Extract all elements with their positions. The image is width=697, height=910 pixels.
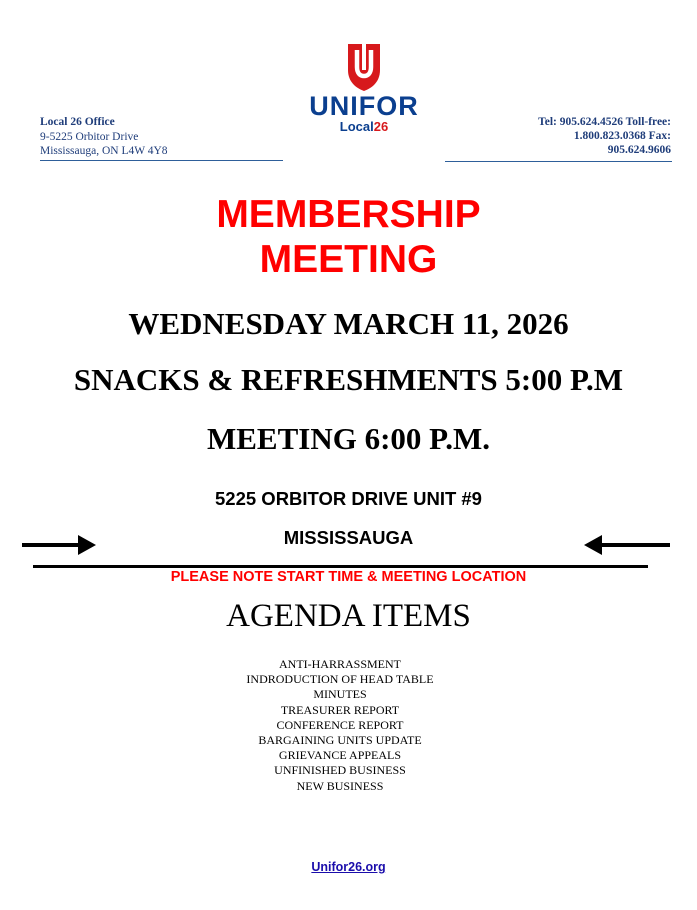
agenda-item: TREASURER REPORT bbox=[280, 702, 400, 717]
office-address bbox=[40, 115, 168, 159]
header-rule-right bbox=[445, 161, 672, 162]
title-line-2: MEETING bbox=[259, 238, 438, 281]
contact-line-1: Tel: 905.624.4526 Toll-free: bbox=[538, 116, 671, 128]
notice-text: PLEASE NOTE START TIME & MEETING LOCATION bbox=[170, 569, 527, 585]
snacks-time: SNACKS & REFRESHMENTS 5:00 P.M bbox=[73, 362, 624, 397]
header-rule-left bbox=[40, 160, 283, 161]
arrow-right-icon bbox=[20, 533, 98, 557]
website-link[interactable]: Unifor26.org bbox=[311, 860, 386, 874]
title-line-1: MEMBERSHIP bbox=[216, 193, 481, 236]
agenda-item: UNFINISHED BUSINESS bbox=[274, 763, 406, 778]
arrow-left-icon bbox=[582, 533, 672, 557]
contact-line-2: 1.800.823.0368 Fax: bbox=[573, 130, 671, 143]
office-name: Local 26 Office bbox=[40, 116, 115, 128]
contact-info bbox=[471, 115, 671, 158]
agenda-item: GRIEVANCE APPEALS bbox=[278, 748, 402, 763]
divider-rule bbox=[33, 565, 648, 568]
agenda-list bbox=[0, 657, 680, 794]
unifor-wordmark: UNIFOR bbox=[309, 91, 419, 121]
unifor-logo bbox=[300, 40, 428, 150]
contact-line-3: 905.624.9606 bbox=[607, 144, 671, 157]
office-city: Mississauga, ON L4W 4Y8 bbox=[40, 145, 168, 157]
office-street: 9-5225 Orbitor Drive bbox=[40, 130, 139, 143]
local-label bbox=[300, 120, 428, 134]
agenda-item: CONFERENCE REPORT bbox=[276, 717, 404, 732]
meeting-date: WEDNESDAY MARCH 11, 2026 bbox=[128, 306, 569, 341]
unifor-shield-icon bbox=[344, 40, 384, 92]
agenda-item: INDRODUCTION OF HEAD TABLE bbox=[246, 672, 434, 687]
local-number: 26 bbox=[373, 119, 389, 134]
agenda-item: BARGAINING UNITS UPDATE bbox=[258, 733, 422, 748]
meeting-city: MISSISSAUGA bbox=[283, 527, 414, 548]
meeting-title bbox=[0, 192, 697, 282]
agenda-item: NEW BUSINESS bbox=[296, 778, 384, 793]
meeting-time: MEETING 6:00 P.M. bbox=[206, 421, 491, 456]
agenda-item: MINUTES bbox=[313, 687, 367, 702]
local-prefix: Local bbox=[339, 119, 374, 134]
agenda-title: AGENDA ITEMS bbox=[226, 598, 471, 634]
agenda-item: ANTI-HARRASSMENT bbox=[278, 657, 401, 671]
meeting-address: 5225 ORBITOR DRIVE UNIT #9 bbox=[215, 488, 482, 509]
